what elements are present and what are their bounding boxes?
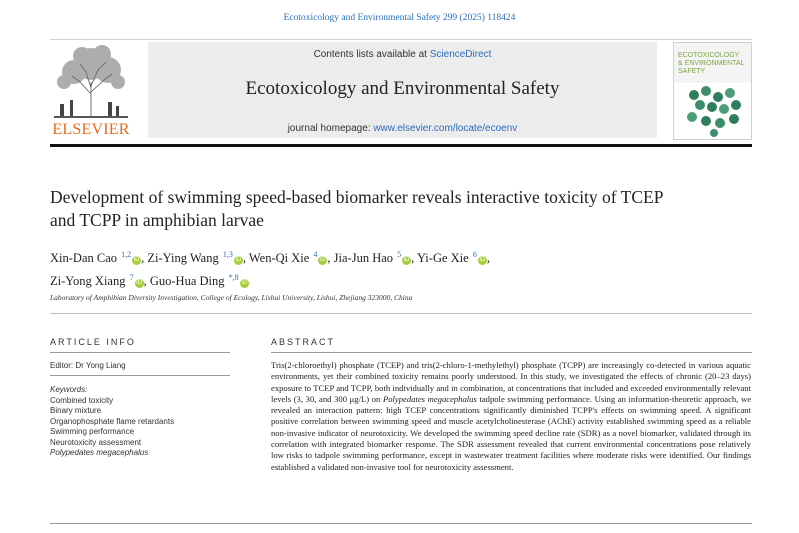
abstract-heading: ABSTRACT	[271, 337, 336, 347]
author-name[interactable]: Guo-Hua Ding	[149, 274, 225, 288]
cover-title-2: ENVIRONMENTAL	[684, 60, 745, 67]
author-name[interactable]: Zi-Yong Xiang	[50, 274, 126, 288]
keyword: Combined toxicity	[50, 395, 114, 405]
author-name[interactable]: Yi-Ge Xie	[416, 251, 469, 265]
bottom-rule	[50, 523, 752, 524]
svg-text:&ENVIRONMENTAL	[678, 60, 745, 67]
author-affiliation-marker[interactable]: *,8	[228, 273, 239, 282]
author-affiliation-marker[interactable]: 6	[472, 250, 477, 259]
article-info-rule	[50, 352, 230, 353]
author-name[interactable]: Xin-Dan Cao	[50, 251, 117, 265]
author-affiliation-marker[interactable]: 5	[397, 250, 402, 259]
abstract-text: Tris(2-chloroethyl) phosphate (TCEP) and tris(2-chloro-1-methylethyl) phosphate (TCPP) are increasingly co-detected in various aquatic environments, yet their combined toxicity remains poorly understood. In this study, we investigated the effects of chronic (20–23 days) exposure to TCEP and TCPP, both individually and in combination, at concentrations that included and exceeded environmentally relevant levels (3, 30, and 300 μg/L) on Polypedates megacephalus tadpole swimming performance. Using an information-theoretic approach, we revealed an interaction pattern: high TCEP concentrations significantly diminished TCPP's effects on swimming speed. A significant positive correlation between swimming speed and muscle acetylcholinesterase (AChE) activity established swimming speed as a reliable non-invasive indicator of neurotoxicity. We developed the swimming speed decline rate (SDR) as a novel biomarker, validated through its correlation with integrated biomarker response. The SDR assessment revealed that current environmental concentrations pose relatively low risks to tadpole swimming performance, except in wastewater treatment facilities where moderate risks were identified. Our findings established a validated non-invasive tool for neurotoxicity assessment.	[271, 360, 752, 472]
homepage-line	[148, 123, 657, 134]
cover-title-1: ECOTOXICOLOGY	[678, 52, 740, 59]
keyword: Polypedates megacephalus	[50, 448, 149, 457]
orcid-icon[interactable]: iD	[479, 257, 486, 263]
author-affiliation-marker[interactable]: 1,3	[222, 250, 233, 259]
author-affiliation-marker[interactable]: 4	[313, 250, 318, 259]
orcid-icon[interactable]: iD	[133, 257, 140, 263]
author-name[interactable]: Wen-Qi Xie	[248, 251, 310, 265]
orcid-icon[interactable]: iD	[403, 257, 410, 263]
author-separator: ,	[143, 274, 150, 288]
editor-line: Editor: Dr Yong Liang	[50, 361, 126, 370]
section-rule	[50, 313, 752, 314]
article-info-heading: ARTICLE INFO	[50, 337, 136, 347]
cover-amp: &	[678, 60, 683, 67]
orcid-icon[interactable]: iD	[320, 257, 326, 263]
header-top-rule	[50, 39, 752, 40]
affiliation: Laboratory of Amphibian Diversity Investigation, College of Ecology, Lishui University, Lishui, Zhejiang 323000, China	[50, 293, 413, 302]
elsevier-wordmark: ELSEVIER	[52, 121, 130, 138]
keywords-block	[50, 385, 240, 459]
contents-prefix: Contents lists available at	[313, 49, 430, 60]
keywords-heading: Keywords:	[50, 385, 88, 394]
tree-icon	[50, 42, 132, 120]
cover-image-icon	[674, 43, 751, 139]
orcid-icon[interactable]: iD	[136, 280, 142, 286]
author-separator: ,	[411, 251, 417, 265]
author-name[interactable]: Zi-Ying Wang	[147, 251, 219, 265]
species-name: Polypedates megacephalus	[382, 393, 477, 404]
author-separator: ,	[141, 251, 148, 265]
homepage-prefix: journal homepage:	[287, 123, 374, 134]
article-info-rule-2	[50, 375, 230, 376]
keyword: Neurotoxicity assessment	[50, 437, 142, 447]
journal-name: Ecotoxicology and Environmental Safety	[245, 78, 560, 99]
orcid-icon[interactable]: iD	[241, 280, 247, 286]
keyword: Binary mixture	[50, 406, 102, 415]
author-separator: ,	[242, 251, 249, 265]
journal-cover[interactable]	[673, 42, 752, 140]
article-title: Development of swimming speed-based biomarker reveals interactive toxicity of TCEP and TCPP in amphibian larvae	[50, 187, 663, 230]
author-affiliation-marker[interactable]: 7	[129, 273, 134, 282]
author-name[interactable]: Jia-Jun Hao	[333, 251, 394, 265]
orcid-icon[interactable]: iD	[235, 257, 242, 263]
journal-citation[interactable]: Ecotoxicology and Environmental Safety 299 (2025) 118424	[283, 13, 516, 23]
keyword: Organophosphate flame retardants	[50, 416, 175, 426]
sciencedirect-link[interactable]: ScienceDirect	[429, 49, 492, 60]
header-bottom-rule	[50, 144, 752, 147]
author-affiliation-marker[interactable]: 1,2	[121, 250, 132, 259]
abstract-rule	[271, 352, 752, 353]
author-separator: ,	[486, 251, 490, 265]
author-separator: ,	[327, 251, 334, 265]
author-list	[50, 245, 690, 291]
cover-title-3: SAFETY	[678, 68, 706, 75]
keyword: Swimming performance	[50, 427, 135, 436]
journal-homepage-link[interactable]: www.elsevier.com/locate/ecoenv	[373, 123, 518, 134]
contents-line	[148, 49, 657, 60]
